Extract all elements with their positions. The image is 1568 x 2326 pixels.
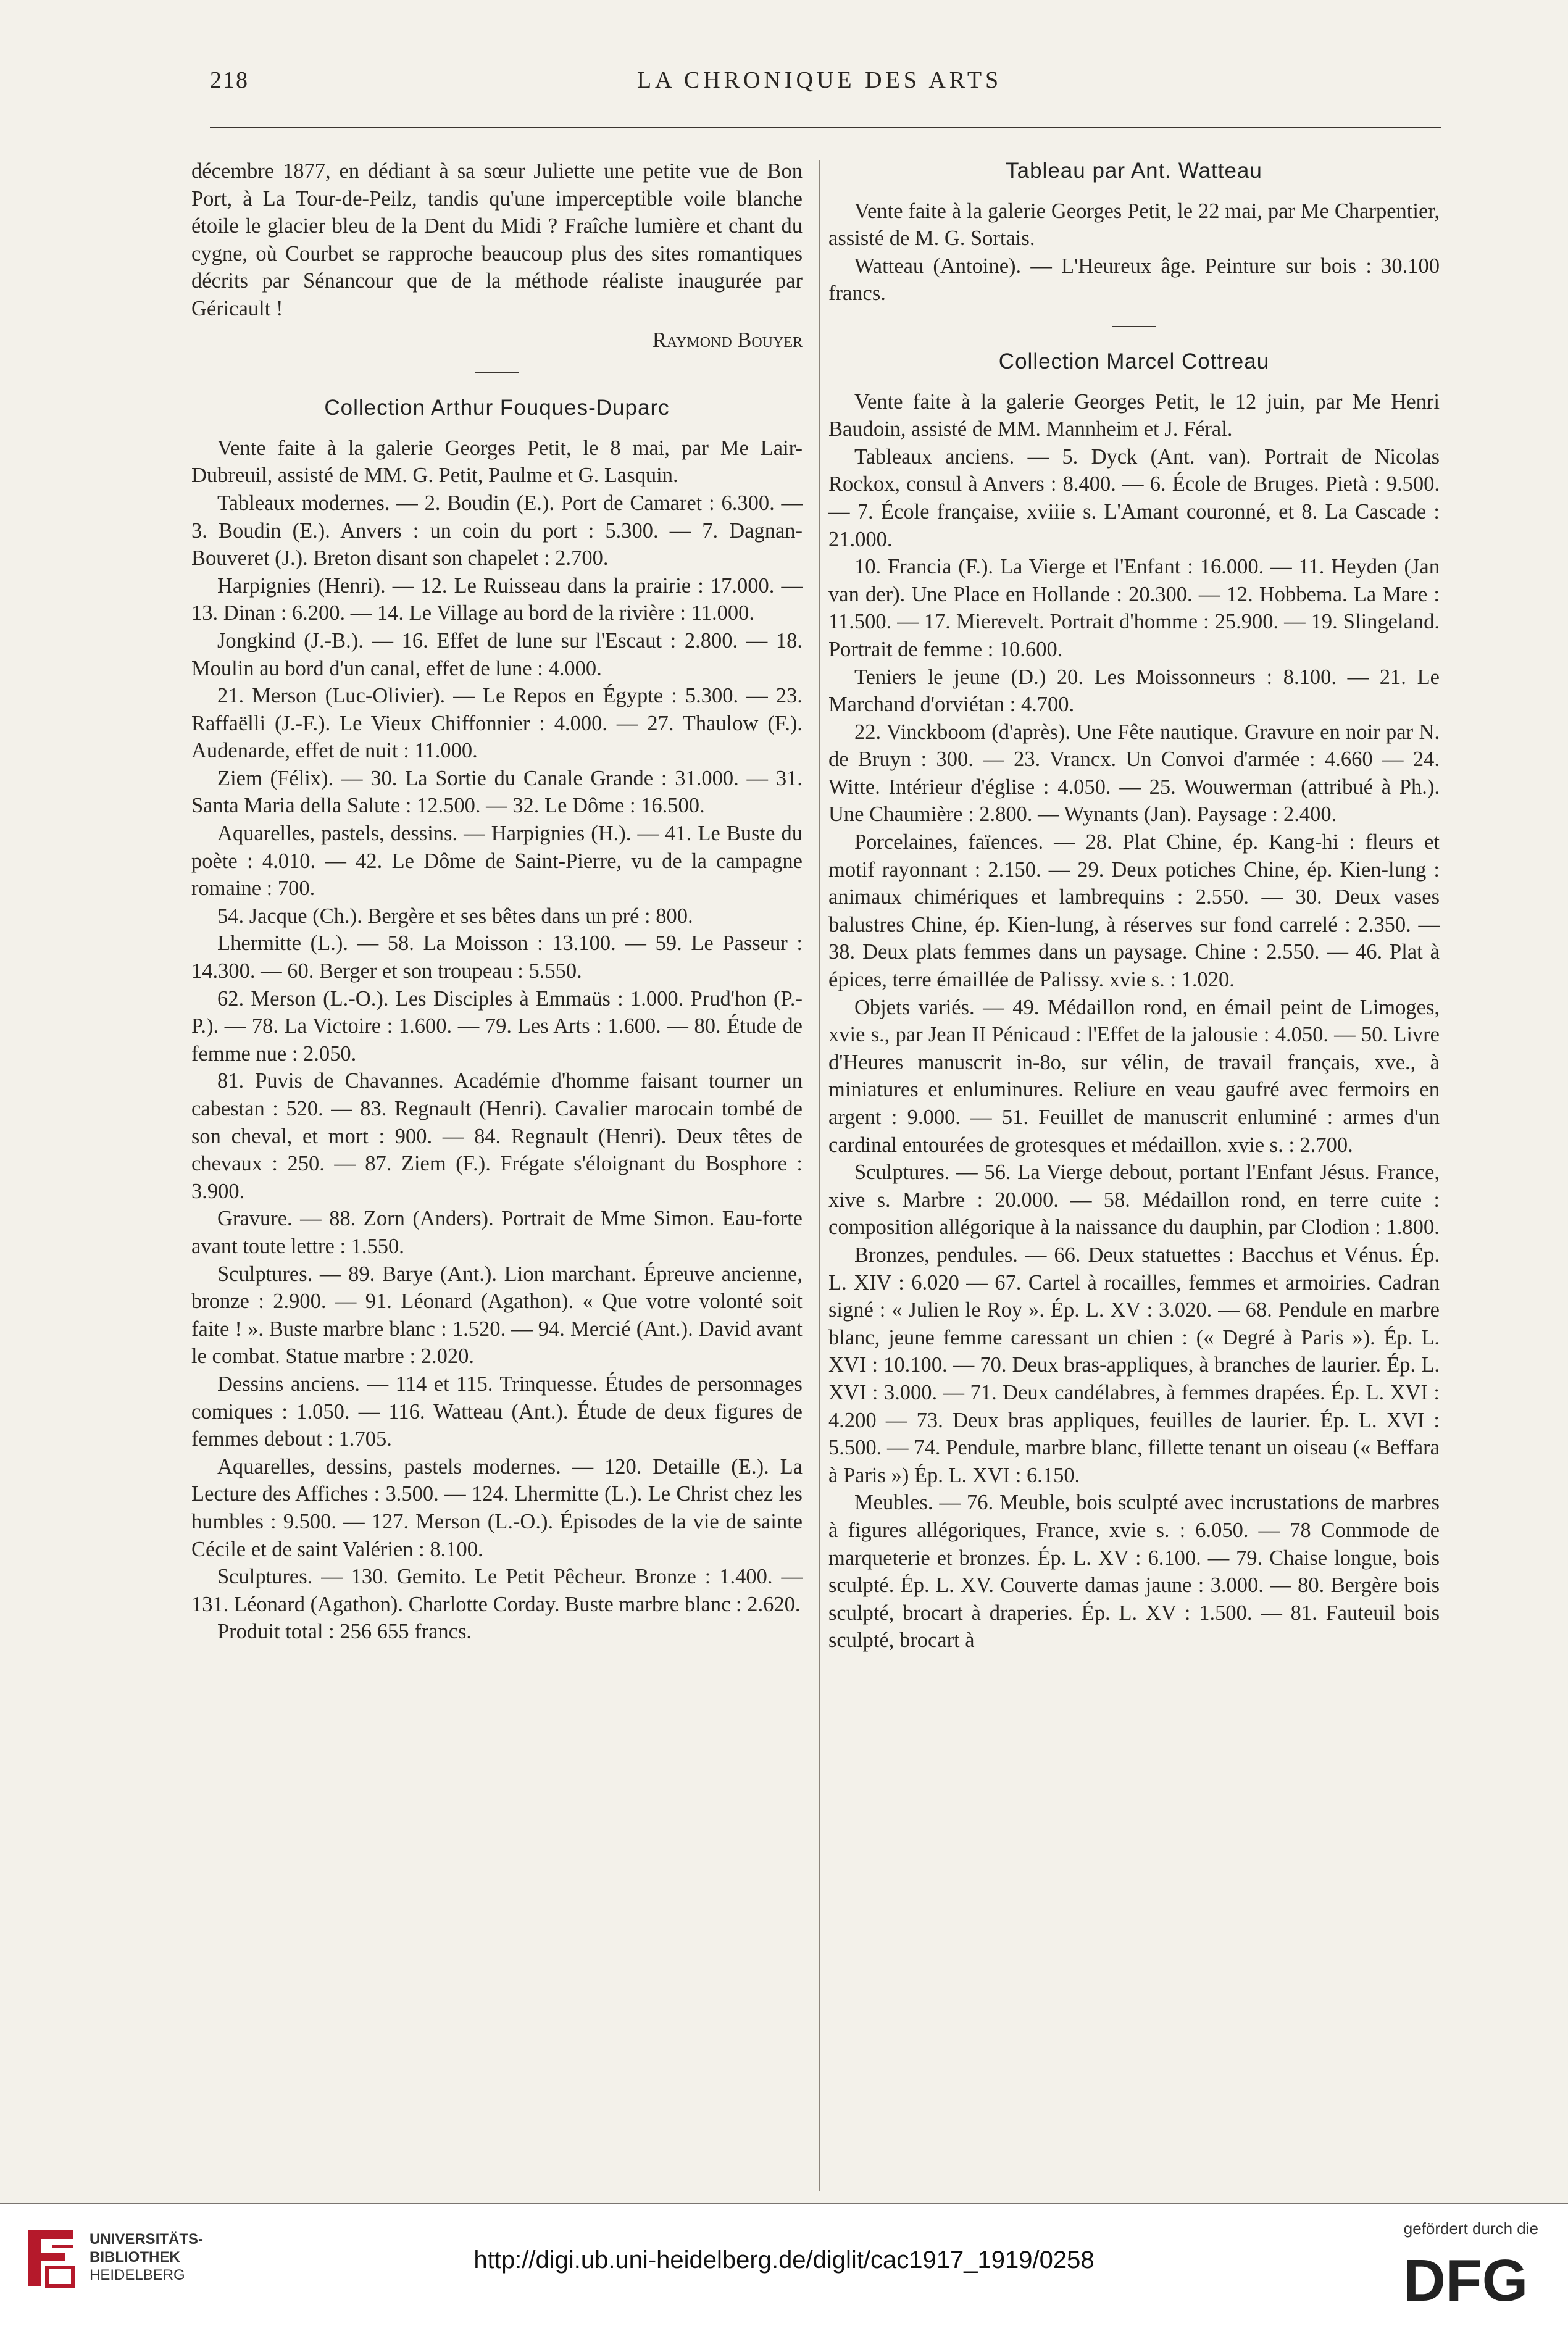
paragraph: Gravure. — 88. Zorn (Anders). Portrait de Mme Simon. Eau-forte avant toute lettre : 1.550. [191, 1207, 803, 1258]
dfg-logo-text: DFG [1403, 2249, 1528, 2308]
paragraph: Jongkind (J.-B.). — 16. Effet de lune sur l'Escaut : 2.800. — 18. Moulin au bord d'un canal, effet de lune : 4.000. [191, 628, 803, 680]
paragraph: Porcelaines, faïences. — 28. Plat Chine, ép. Kang-hi : fleurs et motif rayonnant : 2.150. — 29. Deux potiches Chine, ép. Kien-lung : animaux chimériques et lambrequins : 2.550. — 30. Deux vases balustres Chine, ép. Kien-lung, à réserves sur fond carrelé : 2.350. — 38. Deux plats femmes dans un paysage. Chine : 2.550. — 46. Plat à épices, terre émaillée de Palissy. xvie s. : 1.020. [828, 830, 1440, 992]
paragraph: Vente faite à la galerie Georges Petit, le 8 mai, par Me Lair-Dubreuil, assisté de MM. G. Petit, Paulme et G. Lasquin. [191, 436, 803, 488]
right-column [828, 157, 1440, 1654]
institution-line: UNIVERSITÄTS- [90, 2231, 204, 2248]
digitization-footer [0, 2204, 1568, 2326]
paragraph: Vente faite à la galerie Georges Petit, le 22 mai, par Me Charpentier, assisté de M. G. Sortais. [828, 199, 1440, 251]
paragraph: Tableaux modernes. — 2. Boudin (E.). Port de Camaret : 6.300. — 3. Boudin (E.). Anvers : un coin du port : 5.300. — 7. Dagnan-Bouveret (J.). Breton disant son chapelet : 2.700. [191, 491, 803, 570]
paragraph: Lhermitte (L.). — 58. La Moisson : 13.100. — 59. Le Passeur : 14.300. — 60. Berger et son troupeau : 5.550. [191, 932, 803, 983]
paragraph: Sculptures. — 89. Barye (Ant.). Lion marchant. Épreuve ancienne, bronze : 2.900. — 91. Léonard (Agathon). « Que votre volonté soit faite ! ». Buste marbre blanc : 1.520. — 94. Mercié (Ant.). David avant le combat. Statue marbre : 2.020. [191, 1262, 803, 1369]
paragraph: Dessins anciens. — 114 et 115. Trinquesse. Études de personnages comiques : 1.050. — 116. Watteau (Ant.). Étude de deux figures de femmes debout : 1.705. [191, 1372, 803, 1451]
paragraph: Watteau (Antoine). — L'Heureux âge. Peinture sur bois : 30.100 francs. [828, 254, 1440, 306]
fouques-duparc-sale-text [191, 435, 803, 1646]
dfg-logo-icon [1393, 2249, 1538, 2308]
left-column [191, 157, 803, 1646]
section-title-fouques-duparc: Collection Arthur Fouques-Duparc [324, 396, 670, 420]
paragraph: Bronzes, pendules. — 66. Deux statuettes : Bacchus et Vénus. Ép. L. XIV : 6.020 — 67. Cartel à rocailles, femmes et armoiries. Cadran signé : « Julien le Roy ». Ép. L. XV : 3.020. — 68. Pendule en marbre blanc, jeune femme caressant un chien : (« Degré à Paris »). Ép. L. XVI : 10.100. — 70. Deux bras-appliques, à branches de laurier. Ép. L. XVI : 3.000. — 71. Deux candélabres, à femmes drapées. Ép. L. XVI : 4.200 — 73. Deux bras appliques, feuilles de laurier. Ép. L. XVI : 5.500. — 74. Pendule, marbre blanc, fillette tenant un oiseau (« Beffara à Paris ») Ép. L. XVI : 6.150. [828, 1243, 1440, 1487]
paragraph: 54. Jacque (Ch.). Bergère et ses bêtes dans un pré : 800. [217, 904, 693, 928]
paragraph: Harpignies (Henri). — 12. Le Ruisseau dans la prairie : 17.000. — 13. Dinan : 6.200. — 14. Le Village au bord de la rivière : 11.000. [191, 573, 803, 625]
cottreau-sale-text [828, 388, 1440, 1654]
watteau-sale-text [828, 198, 1440, 307]
paragraph: Aquarelles, pastels, dessins. — Harpignies (H.). — 41. Le Buste du poète : 4.010. — 42. Le Dôme de Saint-Pierre, vu de la campagne romaine : 700. [191, 822, 803, 901]
paragraph: Objets variés. — 49. Médaillon rond, en émail peint de Limoges, xvie s., par Jean II Pénicaud : l'Effet de la jalousie : 4.050. — 50. Livre d'Heures manuscrit in-8o, sur vélin, de travail français, xve., à miniatures et enluminures. Reliure en veau gaufré avec fermoirs en argent : 9.000. — 51. Feuillet de manuscrit enluminé : armes d'un cardinal entourées de grotesques et médaillon. xvie s. : 2.700. [828, 995, 1440, 1157]
paragraph: Vente faite à la galerie Georges Petit, le 12 juin, par Me Henri Baudoin, assisté de MM. Mannheim et J. Féral. [828, 390, 1440, 441]
page-number: 218 [210, 67, 249, 93]
paragraph: Sculptures. — 130. Gemito. Le Petit Pêcheur. Bronze : 1.400. — 131. Léonard (Agathon). Charlotte Corday. Buste marbre blanc : 2.620. [191, 1565, 803, 1616]
paragraph: 62. Merson (L.-O.). Les Disciples à Emmaüs : 1.000. Prud'hon (P.-P.). — 78. La Victoire : 1.600. — 79. Les Arts : 1.600. — 80. Étude de femme nue : 2.050. [191, 986, 803, 1065]
paragraph: Meubles. — 76. Meuble, bois sculpté avec incrustations de marbres à figures allégoriques, France, xvie s. : 6.050. — 78 Commode de marqueterie et bronzes. Ép. L. XV : 6.100. — 79. Chaise longue, bois sculpté. Ép. L. XV. Couverte damas jaune : 3.000. — 80. Bergère bois sculpté, brocart à draperies. Ép. L. XV : 1.500. — 81. Fauteuil bois sculpté, brocart à [828, 1491, 1440, 1653]
paragraph: Sculptures. — 56. La Vierge debout, portant l'Enfant Jésus. France, xive s. Marbre : 20.000. — 58. Médaillon rond, en terre cuite : composition allégorique à la naissance du dauphin, par Clodion : 1.800. [828, 1161, 1440, 1240]
permalink-url[interactable]: http://digi.ub.uni-heidelberg.de/diglit/cac1917_1919/0258 [473, 2246, 1095, 2274]
paragraph: 22. Vinckboom (d'après). Une Fête nautique. Gravure en noir par N. de Bruyn : 300. — 23. Vrancx. Un Convoi d'armée : 4.660 — 24. Witte. Intérieur d'église : 4.050. — 25. Wouwerman (attribué à Ph.). Une Chaumière : 2.800. — Wynants (Jan). Paysage : 2.400. [828, 720, 1440, 827]
section-separator [475, 372, 519, 373]
section-title-watteau: Tableau par Ant. Watteau [1006, 159, 1262, 183]
institution-line: HEIDELBERG [90, 2267, 185, 2283]
author-signature: Raymond Bouyer [652, 328, 803, 352]
paragraph: Tableaux anciens. — 5. Dyck (Ant. van). Portrait de Nicolas Rockox, consul à Anvers : 8.400. — 6. École de Bruges. Pietà : 9.500. — 7. École française, xviiie s. L'Amant couronné, et 8. La Cascade : 21.000. [828, 444, 1440, 551]
paragraph: Ziem (Félix). — 30. La Sortie du Canale Grande : 31.000. — 31. Santa Maria della Salute : 12.500. — 32. Le Dôme : 16.500. [191, 766, 803, 818]
paragraph: 81. Puvis de Chavannes. Académie d'homme faisant tourner un cabestan : 520. — 83. Regnault (Henri). Cavalier marocain tombé de son cheval, et mort : 900. — 84. Regnault (Henri). Deux têtes de chevaux : 250. — 87. Ziem (F.). Frégate s'éloignant du Bosphore : 3.900. [191, 1069, 803, 1203]
paragraph: 21. Merson (Luc-Olivier). — Le Repos en Égypte : 5.300. — 23. Raffaëlli (J.-F.). Le Vieux Chiffonnier : 4.000. — 27. Thaulow (F.). Audenarde, effet de nuit : 11.000. [191, 684, 803, 763]
funding-note: gefördert durch die [1403, 2219, 1538, 2238]
section-title-cottreau: Collection Marcel Cottreau [998, 349, 1270, 373]
paragraph: Teniers le jeune (D.) 20. Les Moissonneurs : 8.100. — 21. Le Marchand d'orviétan : 4.700. [828, 665, 1440, 717]
article-ending: décembre 1877, en dédiant à sa sœur Juliette une petite vue de Bon Port, à La Tour-de-Peilz, tandis qu'une imperceptible voile blanche étoile le glacier bleu de la Dent du Midi ? Fraîche lumière et chant du cygne, où Courbet se rapproche beaucoup plus des sites romantiques décrits par Sénancour que de la méthode réaliste inaugurée par Géricault ! [191, 159, 803, 320]
running-head [198, 67, 1441, 104]
column-divider [819, 160, 820, 2191]
running-title: LA CHRONIQUE DES ARTS [636, 67, 1003, 93]
paragraph: Aquarelles, dessins, pastels modernes. — 120. Detaille (E.). La Lecture des Affiches : 3.500. — 124. Lhermitte (L.). Le Christ chez les humbles : 9.500. — 127. Merson (L.-O.). Épisodes de la vie de sainte Cécile et de saint Valérien : 8.100. [191, 1454, 803, 1561]
section-separator [1112, 326, 1156, 327]
institution-line: BIBLIOTHEK [90, 2249, 180, 2266]
sale-total: Produit total : 256 655 francs. [217, 1620, 472, 1644]
header-rule [210, 127, 1441, 128]
paragraph: 10. Francia (F.). La Vierge et l'Enfant : 16.000. — 11. Heyden (Jan van der). Une Place en Hollande : 20.300. — 12. Hobbema. La Mare : 11.500. — 17. Mierevelt. Portrait d'homme : 25.900. — 19. Slingeland. Portrait de femme : 10.600. [828, 555, 1440, 661]
